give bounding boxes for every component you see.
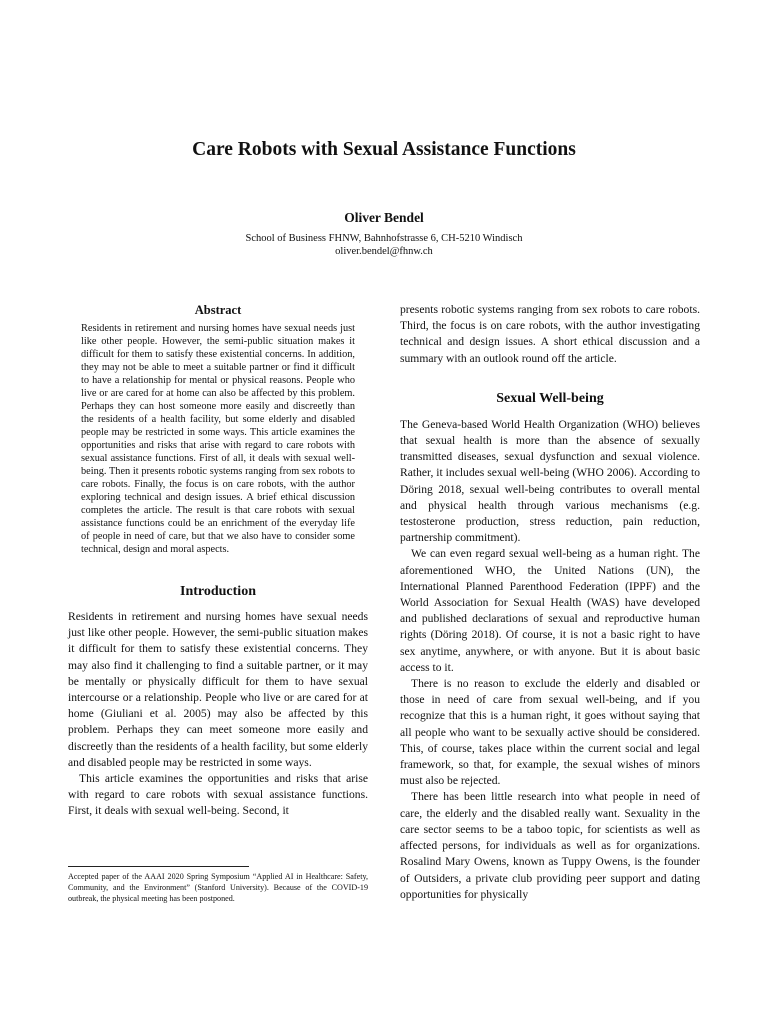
abstract-section: [68, 303, 368, 556]
introduction-continued: presents robotic systems ranging from sex robots to care robots. Third, the focus is on care robots, with the author investigating technical and design issues. A short ethical discussion and a summary with an outlook round off the article.: [400, 303, 700, 365]
author-affiliation: School of Business FHNW, Bahnhofstrasse 6, CH-5210 Windisch: [245, 233, 523, 244]
introduction-paragraph-1: Residents in retirement and nursing homes have sexual needs just like other people. However, the semi-public situation makes it difficult for them to satisfy these existential concerns. They may also find it challenging to find a suitable partner, or it may be mentally or physically difficult for them to have sexual intercourse or a relationship. People who live or are cared for at home (Giuliani et al. 2005) may also be affected by this problem. Perhaps they can meet someone more easily and discreetly than the residents of a health facility, but some elderly and disabled people may be restricted in some ways.: [68, 610, 368, 769]
introduction-heading: Introduction: [180, 584, 256, 599]
sexual-wellbeing-paragraph-2: We can even regard sexual well-being as a human right. The aforementioned WHO, the United Nations (UN), the International Planned Parenthood Federation (IPPF) and the World Association for Sexual Health (WAS) have developed and published declarations of sexual and reproductive human rights (Döring 2018). Of course, it is not a basic right to have sex anytime, anywhere, or with anyone. But it is about basic access to it.: [400, 547, 700, 674]
left-column: [68, 303, 368, 820]
introduction-section: [68, 583, 368, 820]
sexual-wellbeing-section: [400, 390, 700, 903]
sexual-wellbeing-paragraph-1: The Geneva-based World Health Organization (WHO) believes that sexual health is more than the absence of sexually transmitted diseases, sexual dysfunction and sexual violence. Rather, it includes sexual well-being (WHO 2006). According to Döring 2018, sexual well-being contributes to overall mental and physical health through various mechanisms (e.g. testosterone production, stress reduction, pain reduction, partnership commitment).: [400, 417, 700, 545]
introduction-paragraph-2: This article examines the opportunities and risks that arise with regard to care robots with sexual assistance functions. First, it deals with sexual well-being. Second, it: [68, 772, 368, 818]
footnote-divider: [68, 866, 249, 867]
right-column: [400, 302, 700, 903]
paper-title: Care Robots with Sexual Assistance Functions: [192, 139, 576, 160]
author-email: oliver.bendel@fhnw.ch: [335, 246, 433, 257]
abstract-heading: Abstract: [194, 303, 242, 317]
abstract-text: Residents in retirement and nursing homes have sexual needs just like other people. However, the semi-public situation makes it difficult for them to satisfy these existential concerns. In addition, they may not be able to meet a suitable partner or find it difficult to have a relationship for mental or physical reasons. People who live or are cared for at home can also be affected by this problem. Perhaps they can host someone more easily and discreetly than the residents of a health facility, but some elderly and disabled people may be restricted in some ways. This article examines the opportunities and risks that arise with regard to care robots with sexual assistance functions. First of all, it deals with sexual well-being. Then it presents robotic systems ranging from sex robots to care robots. Finally, the focus is on care robots, with the author exploring technical and design issues. A brief ethical discussion completes the article. The result is that care robots with sexual assistance functions could be an enrichment of the everyday life of people in need of care, but that we also have to consider some technical, design and moral aspects.: [81, 323, 355, 555]
author-name: Oliver Bendel: [344, 210, 424, 225]
sexual-wellbeing-paragraph-4: There has been little research into what people in need of care, the elderly and the disabled really want. Sexuality in the care sector seems to be a taboo topic, for scientists as well as affected persons, for individuals as well as for organizations. Rosalind Mary Owens, known as Tuppy Owens, is the founder of Outsiders, a private club providing peer support and dating opportunities for physically: [400, 790, 700, 901]
sexual-wellbeing-heading: Sexual Well-being: [496, 390, 604, 406]
author-affiliation-block: [0, 232, 768, 258]
sexual-wellbeing-paragraph-3: There is no reason to exclude the elderly and disabled or those in need of care from sexual well-being, and if you recognize that this is a human right, it goes without saying that all people who want to be sexually active should be considered. This, of course, takes place within the current social and legal framework, so that, for example, the sexual wishes of minors must also be rejected.: [400, 677, 700, 788]
footnote: Accepted paper of the AAAI 2020 Spring Symposium “Applied AI in Healthcare: Safety, Community, and the Environment” (Stanford University). Because of the COVID-19 outbreak, the physical meeting has been postponed.: [68, 872, 368, 904]
